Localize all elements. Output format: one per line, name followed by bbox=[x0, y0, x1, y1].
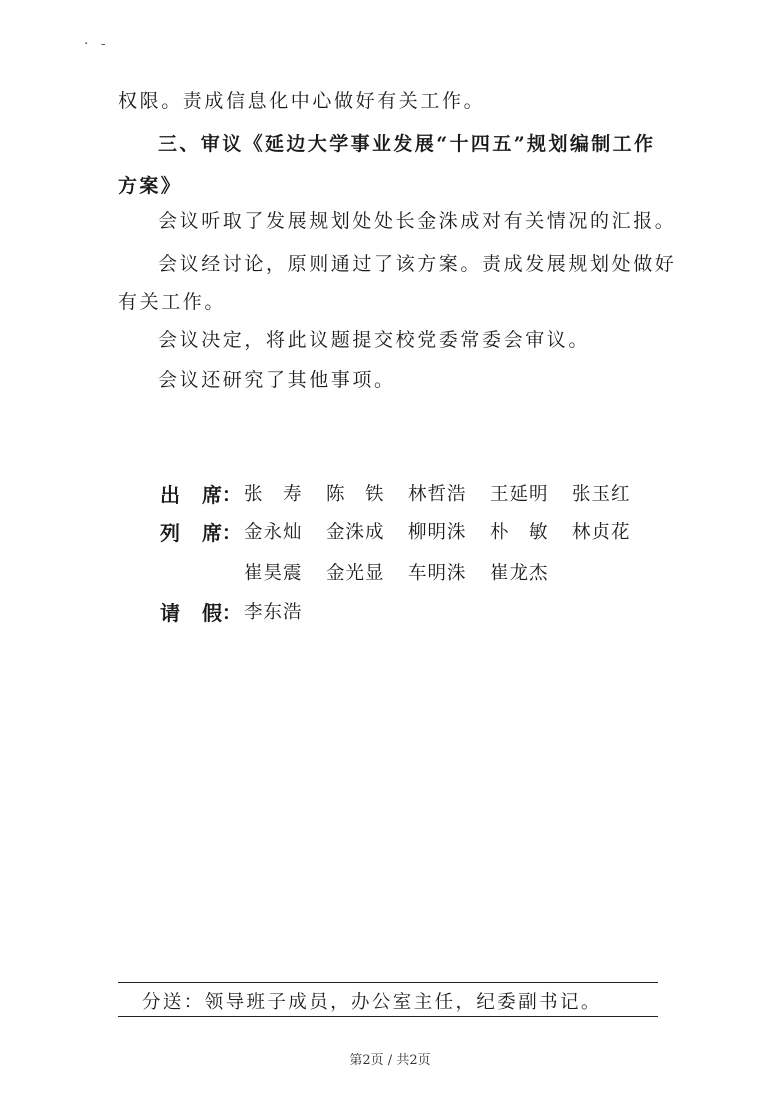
attendee-name: 林贞花 bbox=[572, 522, 631, 543]
attendance-attending-label bbox=[160, 520, 222, 546]
distribution-top-rule bbox=[118, 982, 658, 983]
attendee-name: 柳明洙 bbox=[408, 522, 467, 543]
attendee-name: 崔昊震 bbox=[244, 563, 303, 584]
label-char: 出 bbox=[160, 483, 180, 507]
attendee-name: 车明洙 bbox=[408, 563, 467, 584]
distribution-bottom-rule bbox=[118, 1016, 658, 1017]
corner-mark: · - bbox=[84, 36, 110, 52]
attendee-name: 张 寿 bbox=[244, 484, 303, 505]
colon: ： bbox=[222, 522, 242, 544]
paragraph-line: 权限。责成信息化中心做好有关工作。 bbox=[118, 90, 486, 112]
label-char: 席 bbox=[202, 521, 222, 545]
attendee-name: 金永灿 bbox=[244, 522, 303, 543]
section-heading: 三、审议《延边大学事业发展“十四五”规划编制工作 bbox=[158, 133, 656, 155]
attendee-name: 陈 铁 bbox=[326, 484, 385, 505]
label-char: 假 bbox=[202, 601, 222, 625]
paragraph-line: 有关工作。 bbox=[118, 291, 227, 313]
distribution-list: 分送：领导班子成员，办公室主任，纪委副书记。 bbox=[142, 992, 602, 1013]
label-char: 列 bbox=[160, 521, 180, 545]
page-number-footer: 第2页 / 共2页 bbox=[349, 1053, 431, 1068]
attendee-name: 金光显 bbox=[326, 563, 385, 584]
attendee-name: 张玉红 bbox=[572, 484, 631, 505]
label-char: 席 bbox=[202, 483, 222, 507]
colon: ： bbox=[222, 602, 242, 624]
paragraph-line: 会议决定，将此议题提交校党委常委会审议。 bbox=[158, 329, 591, 351]
paragraph-line: 会议听取了发展规划处处长金洙成对有关情况的汇报。 bbox=[158, 210, 677, 232]
section-heading-continued: 方案》 bbox=[118, 175, 183, 197]
attendee-name: 林哲浩 bbox=[408, 484, 467, 505]
attendee-name: 朴 敏 bbox=[490, 522, 549, 543]
attendee-name: 金洙成 bbox=[326, 522, 385, 543]
paragraph-line: 会议经讨论，原则通过了该方案。责成发展规划处做好 bbox=[158, 253, 677, 275]
attendance-present-label bbox=[160, 482, 222, 508]
paragraph-line: 会议还研究了其他事项。 bbox=[158, 369, 396, 391]
label-char: 请 bbox=[160, 601, 180, 625]
attendee-name: 崔龙杰 bbox=[490, 563, 549, 584]
colon: ： bbox=[222, 484, 242, 506]
attendance-leave-label bbox=[160, 600, 222, 626]
attendee-name: 李东浩 bbox=[244, 602, 303, 623]
attendee-name: 王延明 bbox=[490, 484, 549, 505]
